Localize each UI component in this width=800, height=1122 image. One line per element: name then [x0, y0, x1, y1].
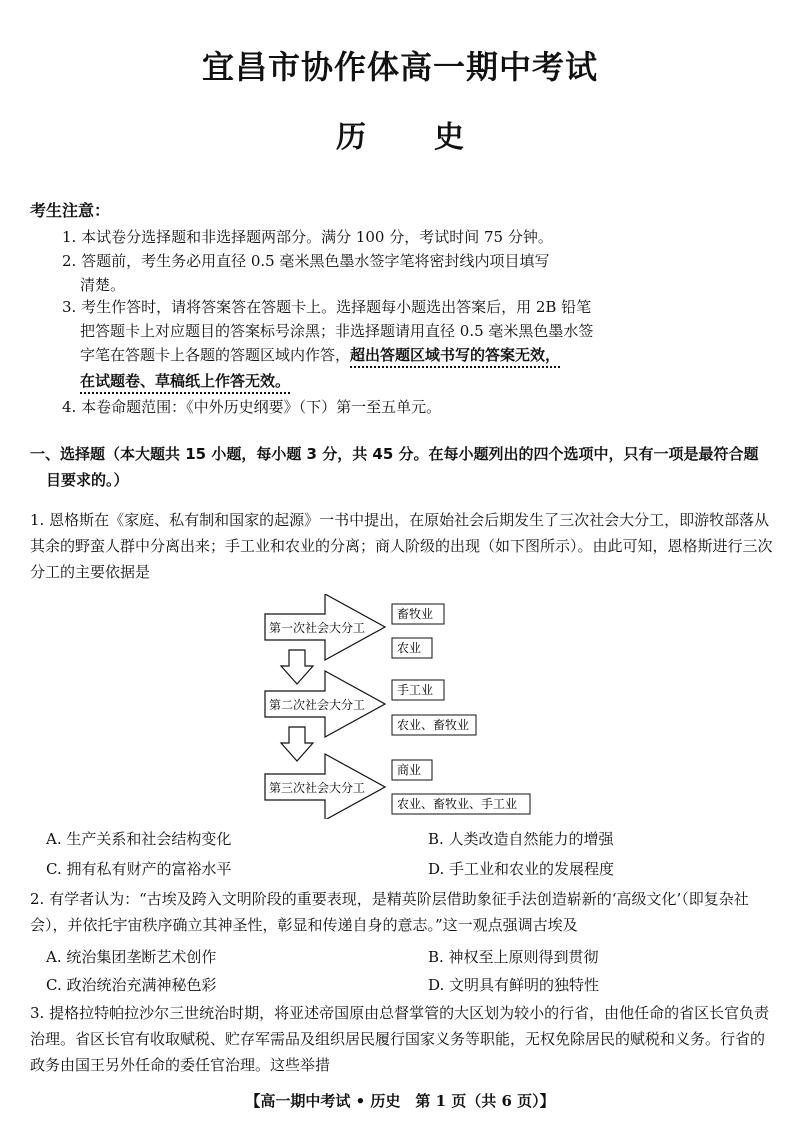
box-label-6: 农业、畜牧业、手工业	[397, 797, 518, 811]
box-label-1: 畜牧业	[397, 607, 434, 621]
q1-option-c: C. 拥有私有财产的富裕水平	[46, 860, 232, 878]
q2-option-a: A. 统治集团垄断艺术创作	[46, 948, 217, 966]
notice-line-6-text: 字笔在答题卡上各题的答题区域内作答，	[80, 346, 351, 364]
exam-title: 宜昌市协作体高一期中考试	[201, 48, 598, 86]
division-diagram	[255, 594, 545, 819]
q1-option-b: B. 人类改造自然能力的增强	[428, 830, 614, 848]
notice-emphasis-2: 在试题卷、草稿纸上作答无效。	[80, 372, 291, 390]
question-1-text: 1. 恩格斯在《家庭、私有制和国家的起源》一书中提出，在原始社会后期发生了三次社会大分工，即游牧部落从其余的野蛮人群中分离出来；手工业和农业的分离；商人阶级的出现（如下图所示）。由此可知，恩格斯进行三次分工的主要依据是	[30, 511, 773, 581]
q1-option-a: A. 生产关系和社会结构变化	[46, 830, 232, 848]
part1-heading-line-2: 目要求的。）	[46, 471, 129, 489]
notice-heading: 考生注意：	[30, 201, 111, 220]
notice-line-5: 把答题卡上对应题目的答案标号涂黑；非选择题请用直径 0.5 毫米黑色墨水签	[80, 322, 594, 340]
question-2-text: 2. 有学者认为：“古埃及跨入文明阶段的重要表现，是精英阶层借助象征手法创造崭新的‘高级文化’（即复杂社会），并依托宇宙秩序确立其神圣性，彰显和传递自身的意志。”这一观点强调古埃及	[30, 890, 749, 934]
box-label-4: 农业、畜牧业	[397, 718, 470, 732]
notice-line-7	[80, 370, 290, 392]
question-3-text: 3. 提格拉特帕拉沙尔三世统治时期，将亚述帝国原由总督掌管的大区划为较小的行省，由他任命的省区长官负责治理。省区长官有收取赋税、贮存军需品及组织居民履行国家义务等职能，无权免除居民的赋税和义务。行省的政务由国王另外任命的委任官治理。这些举措	[30, 1004, 770, 1074]
box-label-5: 商业	[397, 763, 422, 777]
box-label-3: 手工业	[397, 683, 434, 697]
q2-option-c: C. 政治统治充满神秘色彩	[46, 976, 217, 994]
notice-line-2: 2. 答题前，考生务必用直径 0.5 毫米黑色墨水签字笔将密封线内项目填写	[62, 252, 550, 270]
subject-title	[0, 112, 800, 156]
notice-line-8: 4. 本卷命题范围：《中外历史纲要》（下）第一至五单元。	[62, 398, 442, 416]
page-footer: 【高一期中考试 • 历史 第 1 页（共 6 页）】	[245, 1092, 555, 1110]
subject-char-1: 历	[336, 120, 366, 155]
notice-emphasis-1: 超出答题区域书写的答案无效，	[350, 346, 561, 364]
q2-option-b: B. 神权至上原则得到贯彻	[428, 948, 599, 966]
box-label-2: 农业	[397, 641, 422, 655]
down-arrow-1	[281, 650, 313, 684]
notice-line-6	[80, 344, 560, 366]
notice-line-4: 3. 考生作答时，请将答案答在答题卡上。选择题每小题选出答案后，用 2B 铅笔	[62, 298, 592, 316]
notice-line-3: 清楚。	[80, 276, 126, 294]
arrow-label-3: 第三次社会大分工	[269, 781, 366, 795]
down-arrow-2	[281, 727, 313, 761]
part1-heading-line-1: 一、选择题（本大题共 15 小题，每小题 3 分，共 45 分。在每小题列出的四个选项中，只有一项是最符合题	[30, 445, 759, 463]
q1-option-d: D. 手工业和农业的发展程度	[428, 860, 615, 878]
q2-option-d: D. 文明具有鲜明的独特性	[428, 976, 600, 994]
notice-line-1: 1. 本试卷分选择题和非选择题两部分。满分 100 分，考试时间 75 分钟。	[62, 228, 553, 246]
arrow-label-2: 第二次社会大分工	[269, 698, 366, 712]
subject-char-2: 史	[434, 120, 464, 155]
arrow-label-1: 第一次社会大分工	[269, 621, 366, 635]
